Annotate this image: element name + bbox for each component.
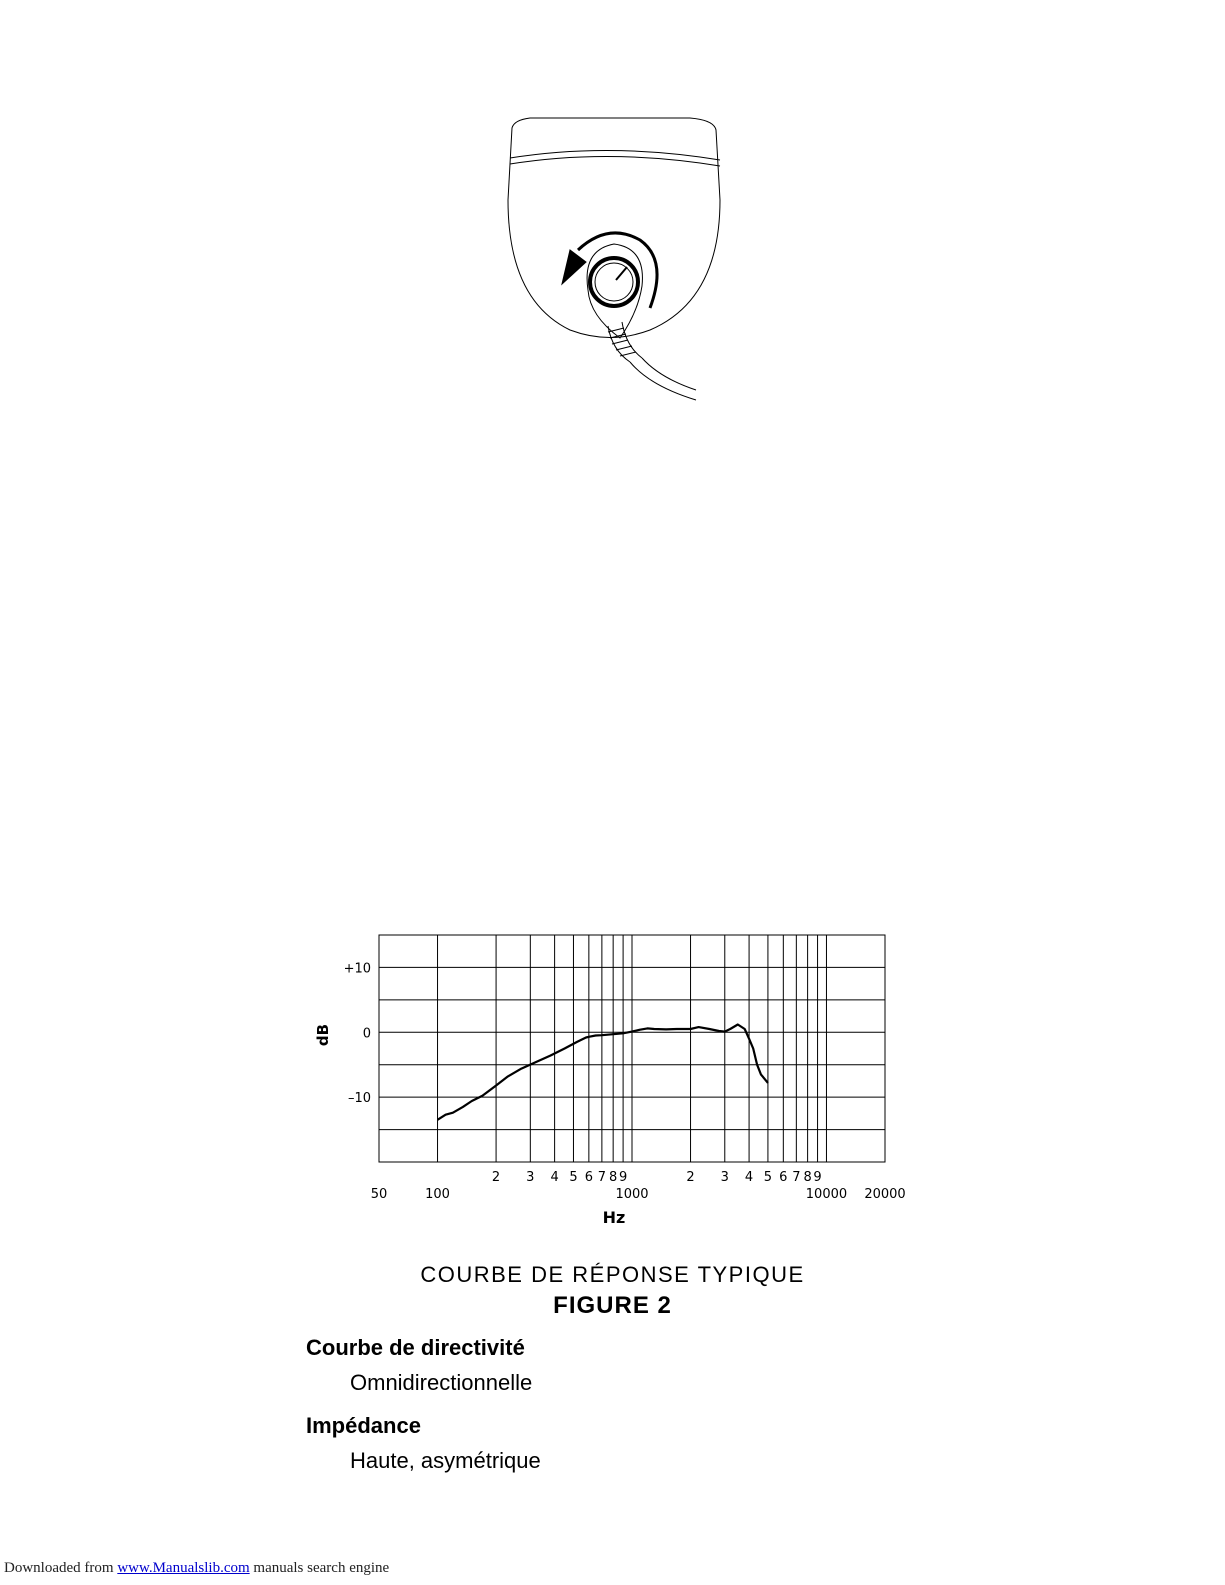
x-minor-tick-label: 4 bbox=[744, 1170, 754, 1185]
spec-value-impedance: Haute, asymétrique bbox=[350, 1448, 541, 1473]
spec-heading-impedance: Impédance bbox=[306, 1413, 421, 1438]
y-axis-label: dB bbox=[314, 1023, 332, 1047]
footer-suffix: manuals search engine bbox=[253, 1560, 390, 1576]
x-minor-tick-label: 7 bbox=[792, 1170, 801, 1185]
y-tick-label: –10 bbox=[347, 1091, 371, 1107]
x-tick-label: 1000 bbox=[615, 1187, 649, 1202]
chart-tick-labels bbox=[344, 961, 906, 1202]
x-minor-tick-label: 6 bbox=[779, 1170, 788, 1185]
x-minor-tick-label: 8 bbox=[609, 1170, 618, 1185]
y-tick-label: 0 bbox=[362, 1026, 371, 1042]
figure-label: FIGURE 2 bbox=[553, 1292, 672, 1319]
frequency-response-chart bbox=[300, 925, 940, 1235]
x-minor-tick-label: 4 bbox=[550, 1170, 559, 1185]
x-minor-tick-label: 7 bbox=[597, 1170, 607, 1185]
footer-prefix: Downloaded from bbox=[4, 1560, 114, 1576]
x-tick-label: 50 bbox=[370, 1187, 388, 1202]
chart-title: COURBE DE RÉPONSE TYPIQUE bbox=[420, 1262, 805, 1287]
x-tick-label: 20000 bbox=[864, 1187, 906, 1202]
x-minor-tick-label: 8 bbox=[803, 1170, 812, 1185]
x-tick-label: 10000 bbox=[805, 1187, 848, 1202]
x-minor-tick-label: 2 bbox=[686, 1170, 695, 1185]
chart-grid bbox=[379, 935, 885, 1162]
x-minor-tick-label: 3 bbox=[720, 1170, 729, 1185]
x-minor-tick-label: 2 bbox=[491, 1170, 501, 1185]
x-minor-tick-label: 5 bbox=[763, 1170, 773, 1185]
x-tick-label: 100 bbox=[425, 1187, 450, 1202]
footer bbox=[4, 1560, 389, 1577]
x-axis-label: Hz bbox=[602, 1208, 626, 1227]
x-minor-tick-label: 3 bbox=[526, 1170, 535, 1185]
x-minor-tick-label: 9 bbox=[813, 1170, 822, 1185]
footer-link[interactable]: www.Manualslib.com bbox=[117, 1560, 250, 1576]
y-tick-label: +10 bbox=[343, 961, 371, 977]
x-minor-tick-label: 5 bbox=[569, 1170, 578, 1185]
x-minor-tick-label: 6 bbox=[584, 1170, 593, 1185]
spec-value-polar-pattern: Omnidirectionnelle bbox=[350, 1370, 533, 1395]
x-minor-tick-label: 9 bbox=[618, 1170, 628, 1185]
spec-heading-polar-pattern: Courbe de directivité bbox=[306, 1335, 525, 1360]
response-curve bbox=[438, 1025, 768, 1120]
microphone-gain-knob-rotation-icon bbox=[490, 100, 730, 410]
